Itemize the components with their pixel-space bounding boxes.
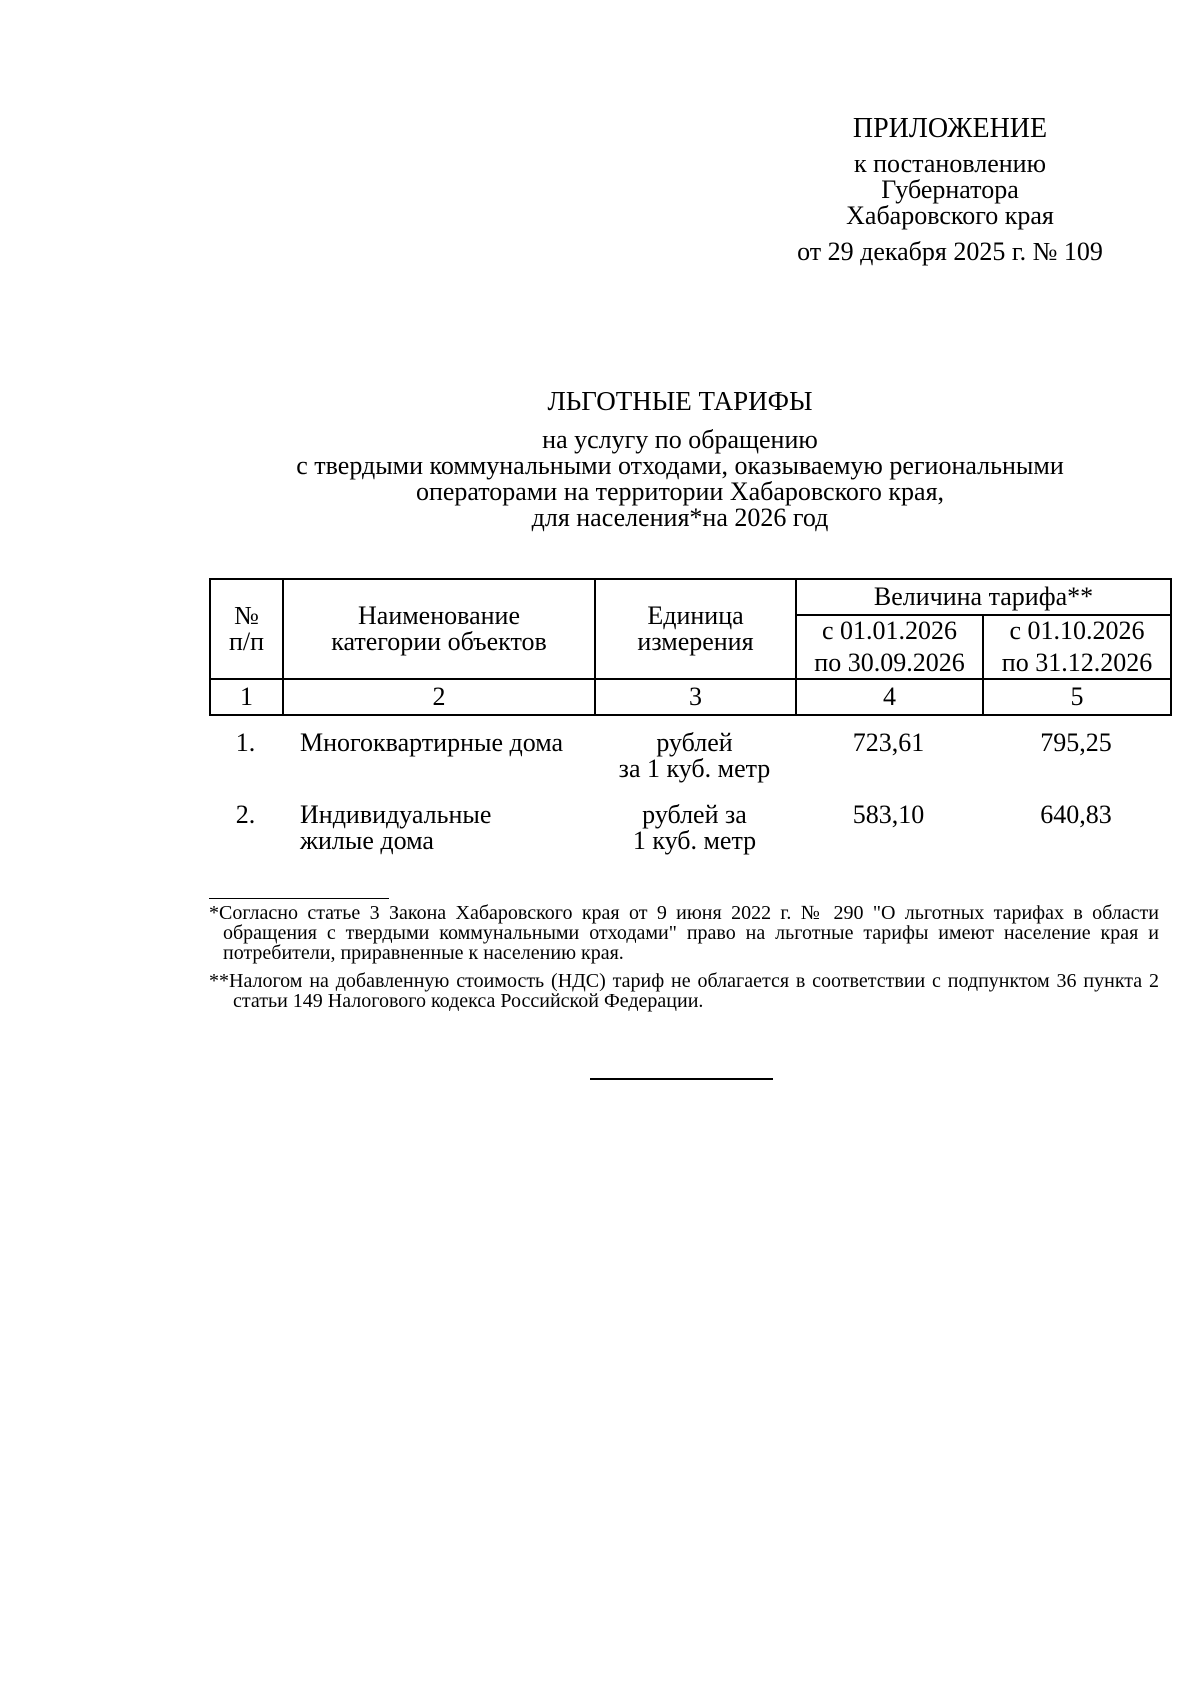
header-row-1 [210, 579, 1171, 615]
column-number-2: 2 [283, 679, 595, 715]
header-unit-line-2: измерения [637, 627, 754, 656]
row-number: 2. [235, 800, 256, 829]
row-category-line-2: жилые дома [300, 826, 434, 855]
document-title: ЛЬГОТНЫЕ ТАРИФЫ [547, 386, 813, 416]
header-unit [595, 579, 796, 679]
document-title-block [180, 388, 1180, 531]
row-category-line-1: Индивидуальные [300, 800, 492, 829]
row-value-period-1: 583,10 [852, 800, 925, 829]
document-subtitle-3: операторами на территории Хабаровского края, [415, 477, 945, 506]
header-period-2 [983, 615, 1171, 679]
row-number: 1. [235, 728, 256, 757]
document-subtitle-4: для населения*на 2026 год [531, 503, 829, 532]
row-unit [594, 802, 795, 874]
tariff-table-header [209, 578, 1172, 716]
header-num-line-1: № [234, 601, 259, 630]
document-subtitle-1: на услугу по обращению [542, 425, 818, 454]
row-unit-line-2: 1 куб. метр [632, 826, 757, 855]
row-unit-line-2: за 1 куб. метр [618, 754, 771, 783]
end-divider [590, 1078, 773, 1080]
header-name-line-2: категории объектов [331, 627, 547, 656]
document-subtitle-2: с твердыми коммунальными отходами, оказываемую региональными [296, 451, 1064, 480]
row-unit-line-1: рублей за [642, 800, 747, 829]
row-category [282, 730, 594, 802]
tariff-table-body [209, 730, 1170, 874]
footnotes-block [209, 903, 1159, 1019]
row-category-line-1: Многоквартирные дома [300, 728, 564, 757]
appendix-line-1: к постановлению [853, 149, 1047, 178]
header-name [283, 579, 595, 679]
header-period-2-line-2: по 31.12.2026 [1001, 648, 1153, 677]
footnote-1: *Согласно статье 3 Закона Хабаровского края от 9 июня 2022 г. № 290 "О льготных тарифах в области обращения с твердыми коммунальными отходами" право на льготные тарифы имеют население края и потребители, приравненные к населению края. [209, 902, 1159, 964]
row-value-period-1: 723,61 [852, 728, 925, 757]
header-num-line-2: п/п [228, 627, 265, 656]
row-unit-line-1: рублей [656, 728, 733, 757]
table-row [209, 730, 1170, 802]
row-unit [594, 730, 795, 802]
row-category [282, 802, 594, 874]
footnote-2: **Налогом на добавленную стоимость (НДС) тариф не облагается в соответствии с подпунктом 36 пункта 2 статьи 149 Налогового кодекса Российской Федерации. [209, 970, 1159, 1012]
column-number-4: 4 [796, 679, 983, 715]
appendix-line-2: Губернатора [881, 175, 1019, 204]
appendix-heading: ПРИЛОЖЕНИЕ [852, 113, 1048, 144]
header-num [210, 579, 283, 679]
header-unit-line-1: Единица [647, 601, 744, 630]
header-period-1-line-2: по 30.09.2026 [814, 648, 965, 677]
header-period-1 [796, 615, 983, 679]
column-number-3: 3 [595, 679, 796, 715]
column-number-5: 5 [983, 679, 1171, 715]
row-value-period-2: 795,25 [1040, 728, 1112, 757]
row-value-period-2: 640,83 [1040, 800, 1112, 829]
appendix-line-3: Хабаровского края [846, 201, 1054, 230]
column-numbers-row [210, 679, 1171, 715]
footnote-divider [209, 898, 389, 899]
appendix-block [760, 115, 1140, 265]
header-name-line-1: Наименование [358, 601, 520, 630]
column-number-1: 1 [210, 679, 283, 715]
header-tariff: Величина тарифа** [796, 579, 1171, 615]
header-period-1-line-1: с 01.01.2026 [821, 616, 958, 645]
appendix-date: от 29 декабря 2025 г. № 109 [797, 237, 1103, 266]
header-period-2-line-1: с 01.10.2026 [1009, 616, 1145, 645]
table-row [209, 802, 1170, 874]
